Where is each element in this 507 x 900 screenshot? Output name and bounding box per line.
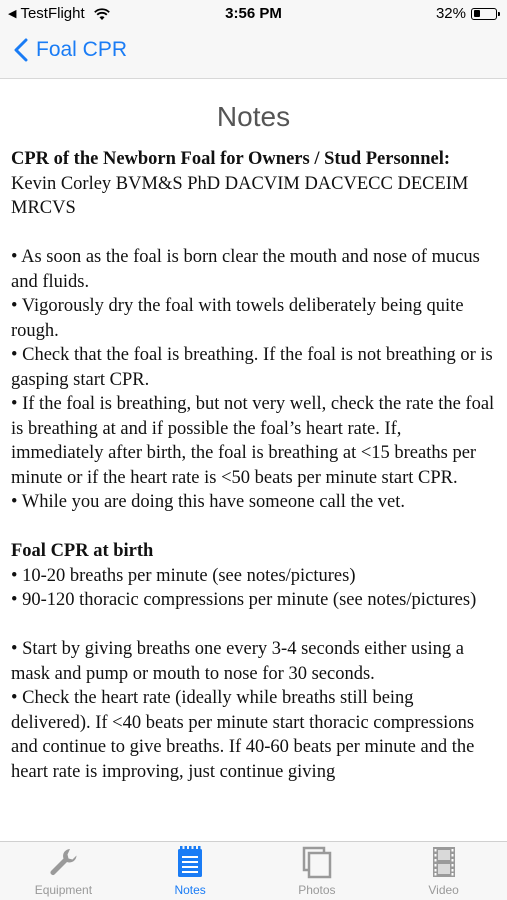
note-bullet: • Check the heart rate (ideally while breaths still being delivered). If <40 beats per minute start thoracic compressions and continue to give breaths. If 40-60 beats per minute and the heart rate is improving, just continue giving [11, 688, 475, 782]
back-app-label: TestFlight [20, 5, 85, 22]
note-bullet: • Vigorously dry the foal with towels deliberately being quite rough. [11, 296, 464, 341]
back-triangle-icon: ◀ [8, 8, 17, 20]
note-bullet: • As soon as the foal is born clear the mouth and nose of mucus and fluids. [11, 247, 480, 292]
page-title: Notes [216, 101, 291, 132]
chevron-left-icon [14, 38, 28, 62]
status-bar [0, 0, 507, 28]
notes-body [0, 147, 507, 784]
tab-notes[interactable] [127, 842, 254, 900]
tab-bar [0, 841, 507, 900]
battery-level [474, 10, 481, 17]
section-heading: CPR of the Newborn Foal for Owners / Stud Personnel: [11, 149, 451, 169]
note-bullet: • 10-20 breaths per minute (see notes/pictures) [11, 565, 356, 586]
clock: 3:56 PM [225, 5, 282, 22]
tab-label: Equipment [34, 883, 93, 897]
photos-icon [300, 845, 334, 879]
tab-label: Video [428, 883, 459, 897]
battery-status [436, 5, 497, 22]
note-bullet: • Start by giving breaths one every 3-4 seconds either using a mask and pump or mouth to nose for 30 seconds. [11, 639, 464, 684]
section-heading: Foal CPR at birth [11, 541, 154, 561]
wrench-icon [46, 845, 80, 879]
note-bullet: • While you are doing this have someone call the vet. [11, 492, 406, 512]
note-bullet: • If the foal is breathing, but not very well, check the rate the foal is breathing at and if possible the foal’s heart rate. If, immediately after birth, the foal is breathing at <15 breaths per minute or if the heart rate is <50 beats per minute start CPR. [11, 394, 495, 488]
tab-label: Notes [174, 883, 206, 897]
film-icon [427, 845, 461, 879]
notes-content[interactable] [0, 79, 507, 841]
note-bullet: • Check that the foal is breathing. If the foal is not breathing or is gasping start CPR. [11, 345, 493, 390]
back-button[interactable] [14, 38, 127, 62]
tab-photos[interactable] [254, 842, 381, 900]
tab-label: Photos [298, 883, 336, 897]
tab-equipment[interactable] [0, 842, 127, 900]
back-button-label: Foal CPR [36, 38, 128, 61]
tab-video[interactable] [380, 842, 507, 900]
author-line: Kevin Corley BVM&S PhD DACVIM DACVECC DECEIM MRCVS [11, 173, 469, 218]
note-bullet: • 90-120 thoracic compressions per minute (see notes/pictures) [11, 590, 477, 610]
navigation-bar [0, 28, 507, 79]
battery-icon [471, 8, 497, 20]
notepad-icon [173, 845, 207, 879]
battery-percent: 32% [435, 5, 466, 22]
